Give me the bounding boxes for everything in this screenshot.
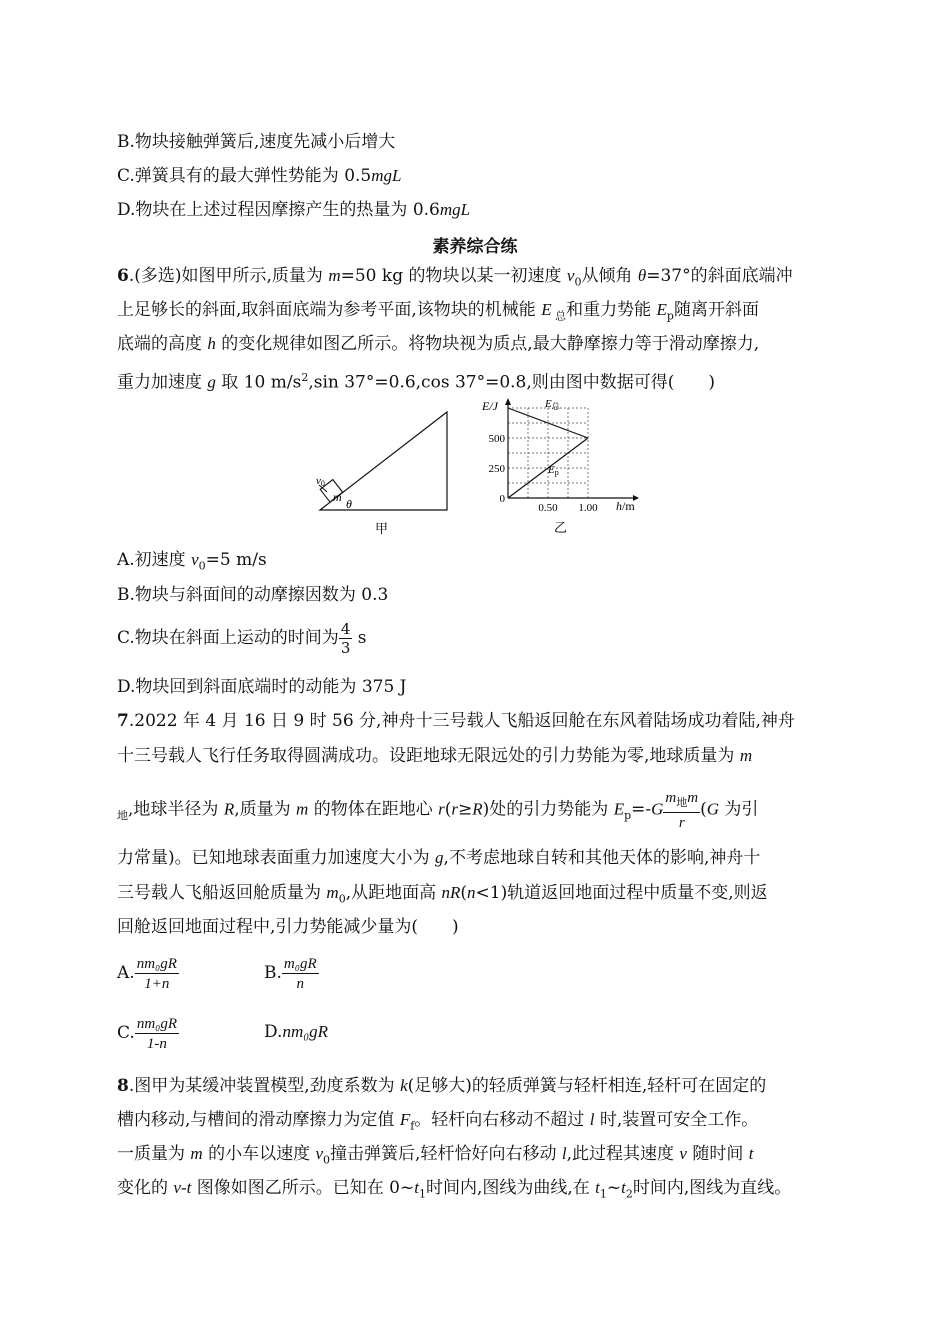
q6-option-c: C.物块在斜面上运动的时间为 $\frac{4}{3}$ s — [117, 620, 367, 657]
q7-line-2: 十三号载人飞行任务取得圆满成功。设距地球无限远处的引力势能为零,地球质量为 m — [117, 746, 753, 766]
q7-option-c: C. $\frac{\text{nm₀gR}}{1-n}$ — [117, 1016, 178, 1052]
figure-incline — [300, 400, 460, 540]
y-axis-arrow — [505, 398, 511, 405]
q6-line-3: 底端的高度 h 的变化规律如图乙所示。将物块视为质点,最大静摩擦力等于滑动摩擦力, — [117, 334, 760, 354]
incline-theta-label: θ — [346, 497, 352, 511]
q6-line-2: 上足够长的斜面,取斜面底端为参考平面,该物块的机械能 E $_总$和重力势能 $E_p$随离开斜面 — [117, 300, 759, 323]
y-tick-label: 500 — [488, 433, 505, 445]
section-title: 素养综合练 — [432, 237, 518, 257]
incline-m-label: m — [333, 490, 342, 504]
q8-line-1: 8.图甲为某缓冲装置模型,劲度系数为 k(足够大)的轻质弹簧与轻杆相连,轻杆可在固定的 — [117, 1076, 767, 1096]
q7-line-1: 7.2022 年 4 月 16 日 9 时 56 分,神舟十三号载人飞船返回舱在东风着陆场成功着陆,神舟 — [117, 711, 795, 731]
q5-option-d: D.物块在上述过程因摩擦产生的热量为 0.6mgL — [117, 200, 471, 220]
series-label-ep: Ep — [548, 464, 559, 477]
q8-line-2: 槽内移动,与槽间的滑动摩擦力为定值 $F_f$。轻杆向右移动不超过 l 时,装置可安全工作。 — [117, 1110, 759, 1133]
x-tick-label: 1.00 — [578, 502, 598, 514]
q7-line-5: 三号载人飞船返回舱质量为 $m_0$,从距地面高 nR(n<1)轨道返回地面过程中质量不变,则返 — [117, 883, 768, 906]
q6-option-b: B.物块与斜面间的动摩擦因数为 0.3 — [117, 585, 389, 605]
incline-v0-label: v0 — [316, 475, 325, 488]
q6-option-a: A.初速度 $v_0=5$ m/s — [117, 550, 267, 573]
q7-option-a: A. $\frac{\text{nm₀gR}}{1+n}$ — [117, 956, 177, 992]
q6-line-1: 6.(多选)如图甲所示,质量为 m=50 kg 的物块以某一初速度 $v_0$从倾角 θ=37°的斜面底端冲 — [117, 266, 793, 289]
series-label-etotal: E总 — [545, 398, 560, 411]
fraction-4-3: $\frac{4}{3}$ — [340, 620, 351, 657]
y-axis-label: E/J — [482, 399, 498, 413]
q7-line-4: 力常量)。已知地球表面重力加速度大小为 g,不考虑地球自转和其他天体的影响,神舟十 — [117, 848, 761, 868]
q6-option-d: D.物块回到斜面底端时的动能为 375 J — [117, 677, 407, 697]
chart-grid — [508, 408, 588, 498]
q5-option-c: C.弹簧具有的最大弹性势能为 0.5mgL — [117, 166, 402, 186]
q8-line-4: 变化的 v-t 图像如图乙所示。已知在 $0\sim t_1$时间内,图线为曲线,在 $t_1\sim t_2$时间内,图线为直线。 — [117, 1178, 792, 1201]
q7-option-b: B. $\frac{\text{m₀gR}}{n}$ — [264, 956, 317, 992]
x-tick-label: 0.50 — [538, 502, 558, 514]
q7-line-6: 回舱返回地面过程中,引力势能减少量为( ) — [117, 917, 459, 937]
q7-option-d: D.nm₀gR — [264, 1022, 329, 1042]
figure-yi-label: 乙 — [554, 520, 568, 535]
q5-option-b: B.物块接触弹簧后,速度先减小后增大 — [117, 132, 396, 152]
figure-jia-label: 甲 — [375, 521, 389, 536]
q6-line-4: 重力加速度 g 取 10 $m/s^2,\sin$ 37°=0.6,cos 37°=0.8,则由图中数据可得( ) — [117, 371, 716, 393]
x-axis-label: h/m — [616, 499, 635, 513]
y-tick-label: 250 — [488, 463, 505, 475]
energy-chart — [478, 392, 648, 540]
y-tick-label: 0 — [499, 493, 505, 505]
q7-line-3: $_地$,地球半径为 R,质量为 m 的物体在距地心 r(r≥R)处的引力势能为 $E_p=-G$ $\frac{m_地m}{r}$ (G 为引 — [117, 790, 759, 831]
chart-ticks — [489, 433, 599, 514]
q8-line-3: 一质量为 m 的小车以速度 $v_0$撞击弹簧后,轻杆恰好向右移动 l,此过程其速度 v 随时间 t — [117, 1144, 754, 1167]
fraction-potential: $\frac{m_地m}{r}$ — [665, 790, 699, 831]
